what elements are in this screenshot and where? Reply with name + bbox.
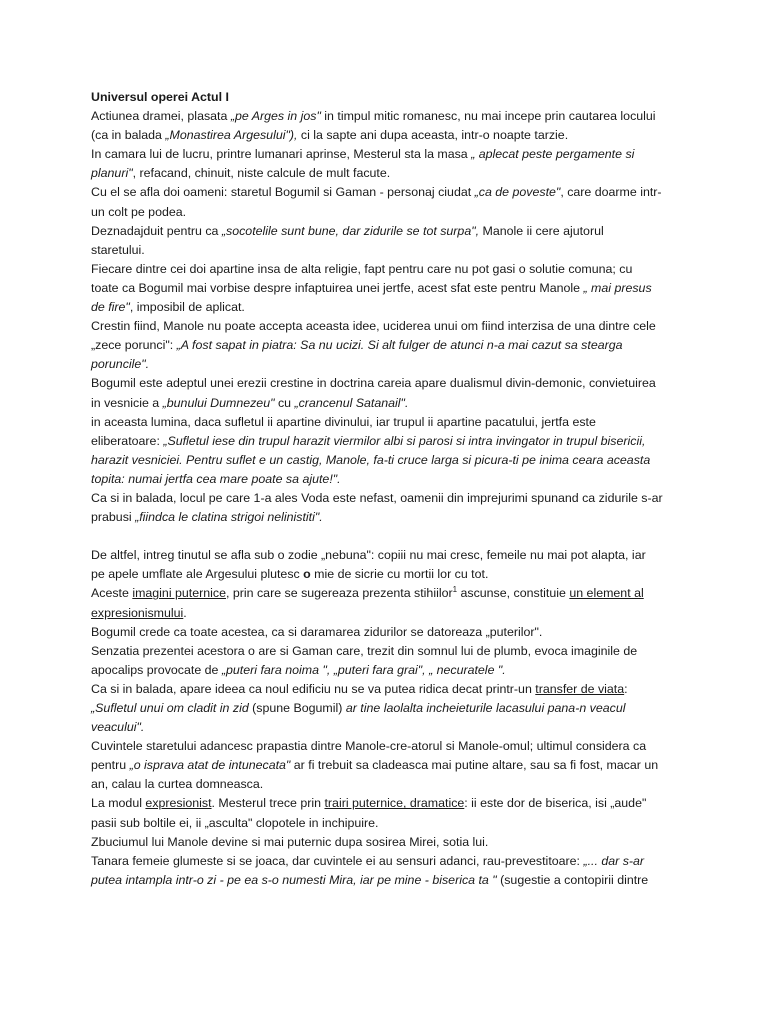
text-run: „crancenul Satanail".	[294, 395, 409, 410]
text-line	[91, 203, 728, 222]
text-line	[91, 374, 728, 393]
text-run: an, calau la curtea domneasca.	[91, 777, 264, 792]
text-run: „Sufletul iese din trupul harazit viermilor albi si parosi si intra invingator in trupul bisericii,	[163, 433, 646, 448]
text-run: „... dar s-ar	[583, 853, 645, 868]
text-line	[91, 489, 728, 508]
text-run: „ca de poveste"	[474, 185, 561, 200]
text-run: poruncile".	[91, 357, 150, 372]
document-body	[91, 107, 728, 890]
text-run: (spune Bogumil)	[248, 701, 346, 715]
text-run: expresionist	[145, 796, 212, 811]
text-run: ascunse, constituie	[457, 586, 570, 601]
text-run: transfer de viata	[535, 681, 625, 696]
text-run: „fiindca le clatina strigoi nelinistiti".	[135, 510, 323, 525]
text-line	[91, 661, 728, 680]
text-line	[91, 413, 728, 432]
text-run: ar tine laolalta incheieturile lacasului pana-n veacul	[345, 701, 626, 715]
text-run: trairi puternice, dramatice	[324, 796, 465, 811]
text-line	[91, 298, 728, 317]
text-run: pentru	[91, 758, 130, 773]
text-line	[91, 642, 728, 661]
text-line	[91, 718, 728, 737]
blank-line	[91, 527, 728, 546]
text-line	[91, 432, 728, 451]
text-line	[91, 222, 728, 241]
text-run: Actiunea dramei, plasata	[91, 109, 231, 124]
text-run: „o isprava atat de intunecata"	[129, 758, 291, 773]
text-line	[91, 699, 728, 718]
text-run: in aceasta lumina, daca sufletul ii apartine divinului, iar trupul ii apartine pacatului, jertfa este	[91, 414, 596, 429]
text-line	[91, 565, 728, 584]
text-run: harazit vesniciei. Pentru suflet e un castig, Manole, fa-ti cruce larga si picura-ti pe inima ceara aceasta	[91, 452, 651, 467]
text-run: Cuvintele staretului adancesc prapastia dintre Manole-cre-atorul si Manole-omul; ultimul considera ca	[91, 739, 647, 754]
text-run: „Monastirea Argesului"),	[165, 128, 298, 143]
text-run: imagini puternice	[132, 586, 226, 601]
text-line	[91, 508, 728, 527]
text-line	[91, 680, 728, 699]
text-run: de fire"	[91, 300, 130, 315]
text-line	[91, 107, 728, 126]
text-run: mie de sicrie cu mortii lor cu tot.	[310, 567, 489, 582]
text-run: : ii este dor de biserica, isi „aude"	[464, 796, 647, 811]
text-line	[91, 336, 728, 355]
text-line	[91, 623, 728, 642]
text-run: un colt pe podea.	[91, 204, 187, 219]
text-run: „ mai presus	[583, 280, 652, 295]
text-run: in vesnicie a	[91, 395, 163, 410]
text-run: ar fi trebuit sa cladeasca mai putine altare, sau sa fi fost, macar un	[290, 758, 659, 773]
text-run: Manole ii cere ajutorul	[479, 223, 604, 238]
text-run: Crestin fiind, Manole nu poate accepta aceasta idee, uciderea unui om fiind interzisa de una dintre cele	[91, 319, 656, 334]
text-line	[91, 126, 728, 145]
text-line	[91, 183, 728, 202]
text-line	[91, 546, 728, 565]
text-run: „bunului Dumnezeu"	[162, 395, 275, 410]
text-line	[91, 794, 728, 813]
text-line	[91, 145, 728, 164]
document-title: Universul operei Actul I	[91, 90, 229, 104]
text-run: :	[624, 681, 628, 696]
text-line	[91, 260, 728, 279]
text-run: La modul	[91, 796, 146, 811]
text-run: .	[183, 605, 187, 620]
text-run: toate ca Bogumil mai vorbise despre infaptuirea unei jertfe, acest sfat este pentru Manole	[91, 280, 584, 295]
text-line	[91, 871, 728, 890]
text-run: Aceste	[91, 586, 133, 601]
text-run: un element al	[569, 586, 644, 601]
text-run: pasii sub boltile ei, ii „asculta" clopotele in inchipuire.	[91, 815, 379, 830]
text-run: „puteri fara noima ", „puteri fara grai", „ necuratele ".	[221, 662, 506, 677]
text-run: , prin care se sugereaza prezenta stihiilor	[226, 586, 453, 601]
text-line	[91, 470, 728, 489]
text-line	[91, 852, 728, 871]
text-line	[91, 164, 728, 183]
text-line	[91, 775, 728, 794]
text-run: Ca si in balada, apare ideea ca noul edificiu nu se va putea ridica decat printr-un	[91, 681, 536, 696]
text-run: o	[303, 567, 311, 582]
text-run: „Sufletul unui om cladit in zid	[91, 701, 249, 715]
text-run: (ca in balada	[91, 128, 166, 143]
text-run: Ca si in balada, locul pe care 1-a ales Voda este nefast, oamenii din imprejurimi spunand ca zidurile s-ar	[91, 490, 663, 505]
text-line	[91, 584, 728, 603]
text-run: veacului".	[91, 720, 145, 735]
text-run: Bogumil este adeptul unei erezii crestine in doctrina careia apare dualismul divin-demonic, convietuirea	[91, 376, 656, 391]
text-line	[91, 451, 728, 470]
text-run: prabusi	[91, 510, 136, 525]
text-run: Deznadajduit pentru ca	[91, 223, 222, 238]
text-run: Tanara femeie glumeste si se joaca, dar cuvintele ei au sensuri adanci, rau-prevestitoare:	[91, 853, 584, 868]
text-line	[91, 317, 728, 336]
text-line	[91, 394, 728, 413]
text-run: Zbuciumul lui Manole devine si mai puternic dupa sosirea Mirei, sotia lui.	[91, 834, 489, 849]
text-run: Fiecare dintre cei doi apartine insa de alta religie, fapt pentru care nu pot gasi o solutie comuna; cu	[91, 261, 633, 276]
text-line	[91, 737, 728, 756]
text-run: De altfel, intreg tinutul se afla sub o zodie „nebuna": copiii nu mai cresc, femeile nu mai pot alapta, iar	[91, 548, 646, 563]
text-run: (sugestie a contopirii dintre	[496, 872, 649, 887]
text-run: In camara lui de lucru, printre lumanari aprinse, Mesterul sta la masa	[91, 147, 472, 162]
footnote-marker: 1	[452, 585, 458, 595]
text-run: „pe Arges in jos"	[230, 109, 321, 124]
text-run: , refacand, chinuit, niste calcule de mult facute.	[132, 166, 391, 181]
text-run: Cu el se afla doi oameni: staretul Bogumil si Gaman - personaj ciudat	[91, 185, 475, 200]
text-line	[91, 279, 728, 298]
text-run: topita: numai jertfa cea mare poate sa ajute!".	[91, 471, 341, 486]
text-line	[91, 604, 728, 623]
text-run: , imposibil de aplicat.	[129, 300, 245, 315]
text-run: „zece porunci":	[91, 338, 177, 353]
text-run: . Mesterul trece prin	[211, 796, 325, 811]
text-run: , care doarme intr-	[560, 185, 662, 200]
text-run: pe apele umflate ale Argesului plutesc	[91, 567, 304, 582]
text-line	[91, 833, 728, 852]
text-run: putea intampla intr-o zi - pe ea s-o numesti Mira, iar pe mine - biserica ta "	[91, 872, 497, 887]
text-line	[91, 814, 728, 833]
text-run: cu	[274, 395, 295, 410]
text-run: ci la sapte ani dupa aceasta, intr-o noapte tarzie.	[297, 128, 569, 143]
text-run: expresionismului	[91, 605, 184, 620]
text-run: „socotelile sunt bune, dar zidurile se tot surpa",	[221, 223, 480, 238]
text-run: „ aplecat peste pergamente si	[471, 147, 635, 162]
text-line	[91, 756, 728, 775]
text-run: Senzatia prezentei acestora o are si Gaman care, trezit din somnul lui de plumb, evoca imaginile de	[91, 643, 638, 658]
text-run: „A fost sapat in piatra: Sa nu ucizi. Si alt fulger de atunci n-a mai cazut sa stearga	[176, 338, 623, 353]
text-run: Bogumil crede ca toate acestea, ca si daramarea zidurilor se datoreaza „puterilor".	[91, 624, 543, 639]
text-run: eliberatoare:	[91, 433, 164, 448]
text-line	[91, 241, 728, 260]
text-run: staretului.	[91, 242, 145, 257]
text-run: apocalips provocate de	[91, 662, 222, 677]
text-run: in timpul mitic romanesc, nu mai incepe prin cautarea locului	[320, 109, 656, 124]
text-line	[91, 355, 728, 374]
text-run: planuri"	[91, 166, 133, 181]
